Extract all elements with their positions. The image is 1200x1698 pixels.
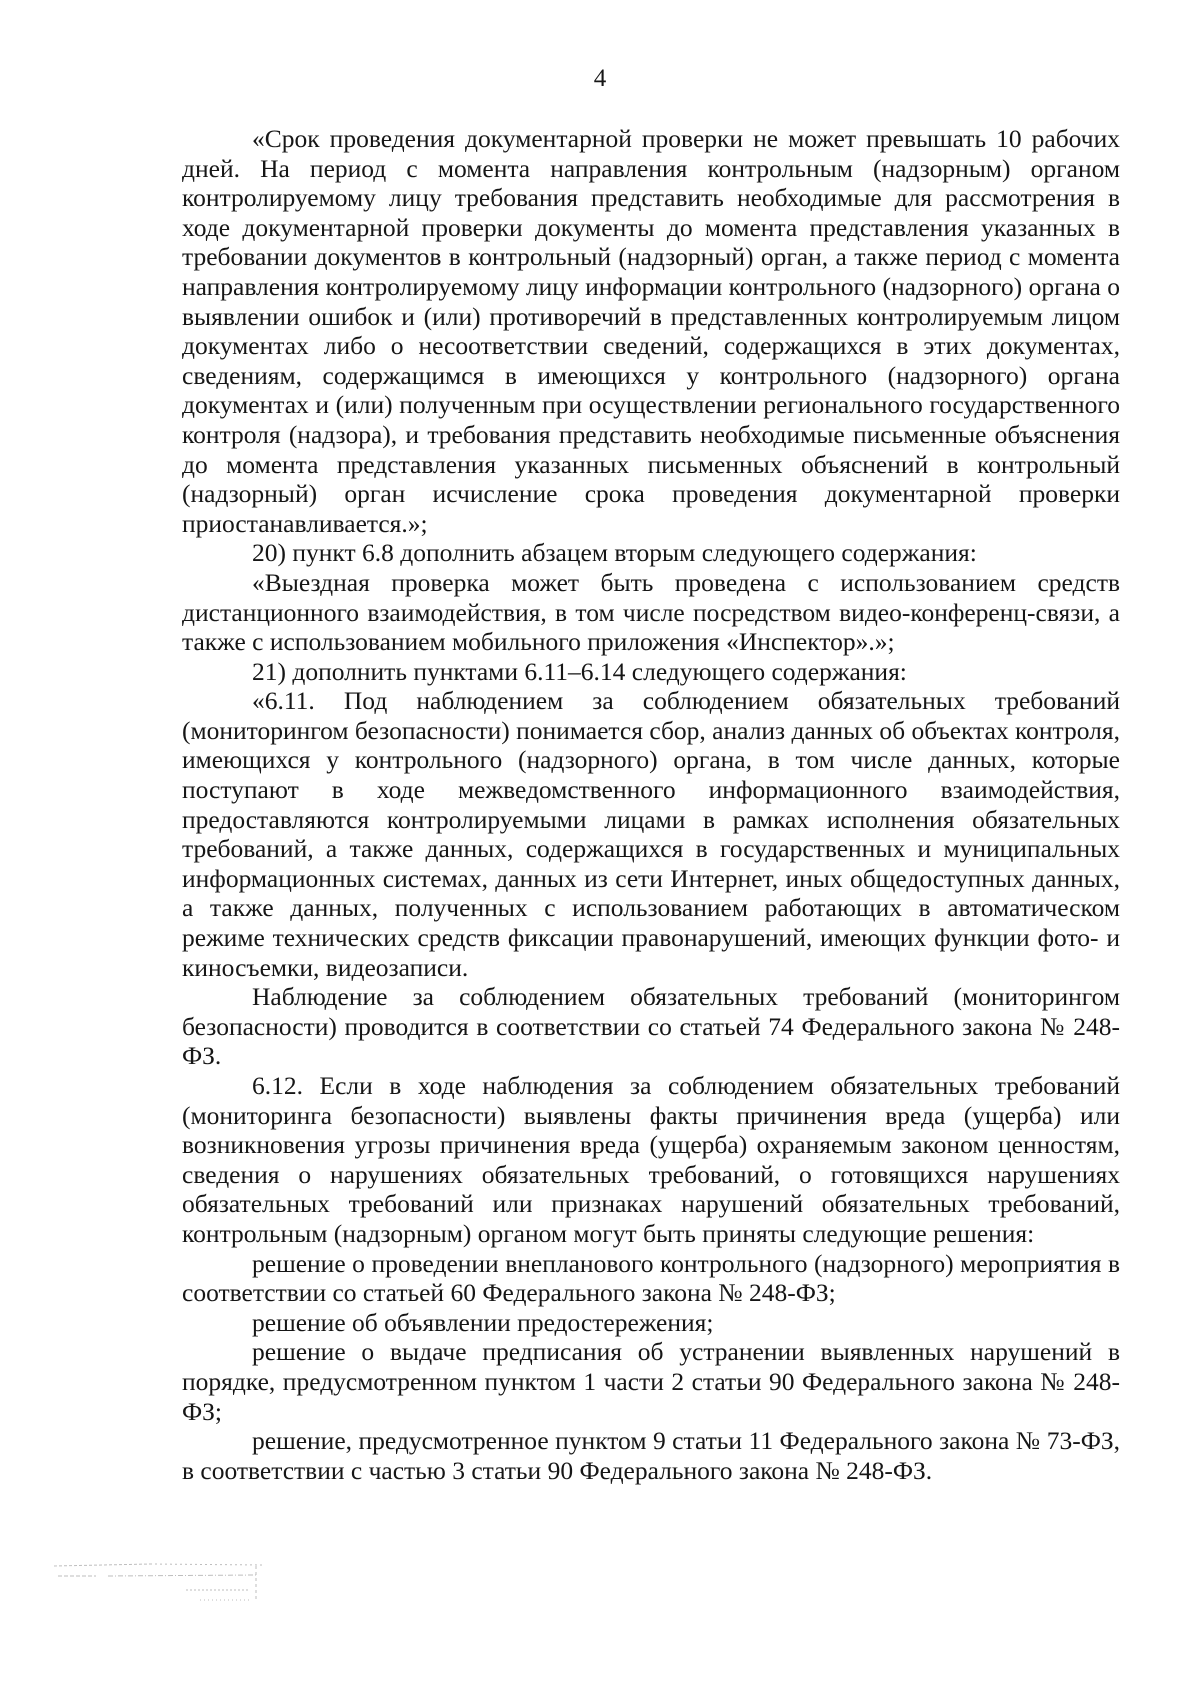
paragraph-6-11: «6.11. Под наблюдением за соблюдением обязательных требований (мониторингом безопасности) понимается сбор, анализ данных об объектах контроля, имеющихся у контрольного (надзорного) органа, в том числе данных, которые поступают в ходе межведомственного информационного взаимодействия, предоставляются контролируемыми лицами в рамках исполнения обязательных требований, а также данных, содержащихся в государственных и муниципальных информационных системах, данных из сети Интернет, иных общедоступных данных, а также данных, полученных с использованием работающих в автоматическом режиме технических средств фиксации правонарушений, имеющих функции фото- и киносъемки, видеозаписи. — [182, 686, 1120, 982]
paragraph-decision-clause-9: решение, предусмотренное пунктом 9 статьи 11 Федерального закона № 73-ФЗ, в соответствии с частью 3 статьи 90 Федерального закона № 248-ФЗ. — [182, 1426, 1120, 1485]
paragraph-decision-order: решение о выдаче предписания об устранении выявленных нарушений в порядке, предусмотренном пунктом 1 части 2 статьи 90 Федерального закона № 248-ФЗ; — [182, 1337, 1120, 1426]
page-number: 4 — [593, 65, 607, 92]
paragraph-decision-warning: решение об объявлении предостережения; — [252, 1307, 714, 1337]
document-body — [182, 124, 1120, 1485]
paragraph-item-21: 21) дополнить пунктами 6.11–6.14 следующего содержания: — [252, 656, 907, 686]
paragraph-monitoring: Наблюдение за соблюдением обязательных требований (мониторингом безопасности) проводится в соответствии со статьей 74 Федерального закона № 248-ФЗ. — [182, 982, 1120, 1071]
faint-scan-mark — [50, 1560, 276, 1608]
paragraph-inspection-term: «Срок проведения документарной проверки не может превышать 10 рабочих дней. На период с момента направления контрольным (надзорным) органом контролируемому лицу требования представить необходимые для рассмотрения в ходе документарной проверки документы до момента представления указанных в требовании документов в контрольный (надзорный) орган, а также период с момента направления контролируемому лицу информации контрольного (надзорного) органа о выявлении ошибок и (или) противоречий в представленных контролируемым лицом документах либо о несоответствии сведений, содержащихся в этих документах, сведениям, содержащимся в имеющихся у контрольного (надзорного) органа документах и (или) полученным при осуществлении регионального государственного контроля (надзора), и требования представить необходимые письменные объяснения до момента представления указанных письменных объяснений в контрольный (надзорный) орган исчисление срока проведения документарной проверки приостанавливается.»; — [182, 124, 1120, 538]
paragraph-onsite-inspection: «Выездная проверка может быть проведена с использованием средств дистанционного взаимодействия, в том числе посредством видео-конференц-связи, а также с использованием мобильного приложения «Инспектор».»; — [182, 567, 1120, 657]
paragraph-6-12: 6.12. Если в ходе наблюдения за соблюдением обязательных требований (мониторинга безопасности) выявлены факты причинения вреда (ущерба) или возникновения угрозы причинения вреда (ущерба) охраняемым законом ценностям, сведения о нарушениях обязательных требований, о готовящихся нарушениях обязательных требований или признаках нарушений обязательных требований, контрольным (надзорным) органом могут быть приняты следующие решения: — [182, 1071, 1120, 1248]
paragraph-decision-unscheduled-event: решение о проведении внепланового контрольного (надзорного) мероприятия в соответствии со статьей 60 Федерального закона № 248-ФЗ; — [182, 1248, 1120, 1308]
paragraph-item-20: 20) пункт 6.8 дополнить абзацем вторым следующего содержания: — [252, 538, 977, 568]
